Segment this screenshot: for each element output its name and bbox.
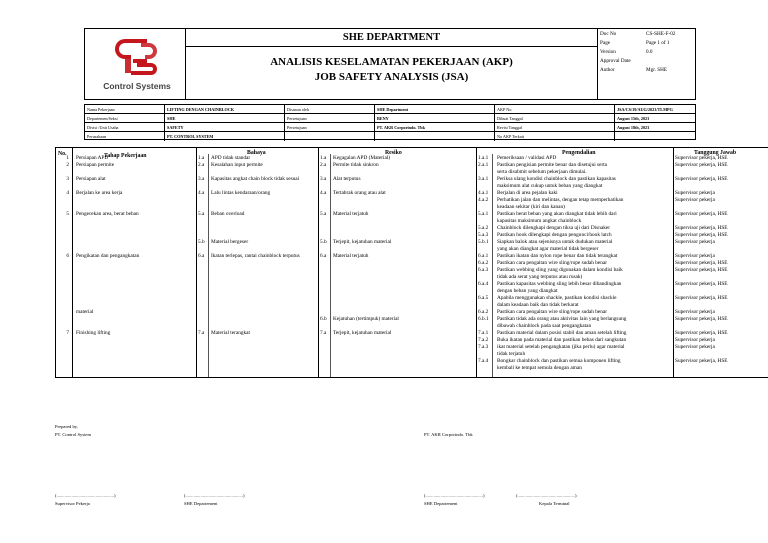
cell-p: serta disubmit sebelum pekerjaan dimulai. [497,169,587,175]
company-logo [85,29,186,99]
doc-info-key: Author [600,67,615,73]
doc-info-row [600,39,698,48]
cell-r: Tertabrak orang atau alat [333,190,386,196]
cell-p: dengan beban yang diangkat [497,288,558,294]
meta-cell: August 15th, 2023 [617,116,650,121]
cell-rc: 3.a [320,176,327,182]
cell-p: Siapkan balok atau sejenisnya untuk dudukan material [497,239,613,245]
code-column-divider [492,154,493,377]
cell-p: Pastikan webbing sling yang digunakan dalam kondisi baik [497,267,623,273]
table-border [196,147,197,377]
title-line-2: JOB SAFETY ANALYSIS (JSA) [314,71,469,83]
col-resiko-header: Resiko [385,150,402,156]
cell-p: kembali ke tempat semula dengan aman [497,365,582,371]
cell-pc: 7.a.2 [478,337,489,343]
signature-role: SHE Departement [184,501,218,506]
col-bahaya-header: Bahaya [247,150,266,156]
cell-bc: 5.b [198,239,205,245]
cell-rc: 1.a [320,155,327,161]
cell-b: Kapasitas angkat chain block tidak sesuai [211,176,300,182]
doc-info-value: Page 1 of 1 [646,40,670,46]
meta-cell: AKP No. [495,105,615,114]
doc-info-value: Mgr. SHE [646,67,668,73]
cell-pc: 5.b.1 [478,239,489,245]
col-tanggung-header: Tanggung Jawab [694,150,737,156]
cell-pc: 7.a.3 [478,344,489,350]
cell-no: 4 [66,190,69,196]
cell-no: 6 [66,253,69,259]
meta-row [85,132,695,141]
cell-p: ikat material setelah pengangkatan (jika perlu) agar material [497,344,625,350]
cell-r: Permite tidak sinkron [333,162,379,168]
doc-info-row [600,30,698,39]
doc-info-value: 0.0 [646,49,653,55]
cell-b: Material bergeser [211,239,249,245]
prepared-by: Prepared by, [55,424,78,429]
cell-t: Supervisor pekerja, HSE [675,225,728,231]
cell-t: Supervisor pekerja, HSE [675,155,728,161]
signature-line: (..................................................) [55,493,116,498]
table-border [476,147,477,377]
cell-p: maksimum alat cukup untuk beban yang diangkat [497,183,603,189]
cell-t: Supervisor pekerja, HSE [675,330,728,336]
meta-cell: Persetujuan [285,114,375,123]
meta-cell: Revisi Tanggal [495,123,615,132]
title-line-1: ANALISIS KESELAMATAN PEKERJAAN (AKP) [270,56,513,68]
meta-cell: Disusun oleh [285,105,375,114]
cell-p: Pemeriksaan / validasi APD [497,155,557,161]
meta-row [85,114,695,123]
signature-line: (..................................................) [184,493,245,498]
document-info [598,29,698,99]
meta-cell [285,132,375,141]
cell-r: Material terjatuh [333,211,369,217]
signature-role: Supervisor Pekerja [55,501,90,506]
cell-t: Supervisor pekerja, HSE [675,281,728,287]
cell-pc: 7.a.4 [478,358,489,364]
cell-pc: 3.a.1 [478,176,489,182]
cell-p: yang akan diangkat agar material tidak bergeser [497,246,599,252]
cell-tahap: Berjalan ke area kerja [76,190,123,196]
meta-cell [375,132,495,141]
meta-cell: Perusahaan [85,132,165,141]
code-column-divider [208,154,209,377]
cell-pc: 5.a.1 [478,211,489,217]
cell-tahap: Pengikatan dan pengangkatan [76,253,140,259]
meta-cell: SHE [165,114,285,123]
cell-p: Pastikan ikatan dan nylon rope benar dan tidak terangkat [497,253,618,259]
cell-rc: 6.b [320,316,327,322]
cell-pc: 6.a.1 [478,253,489,259]
meta-cell: August 18th, 2023 [617,125,650,130]
cell-t: Supervisor pekerja, HSE [675,260,728,266]
cell-t: Supervisor pekerja, HSE [675,295,728,301]
cell-p: Buka ikatan pada material dan pastikan bebas dari sangkutan [497,337,627,343]
cell-rc: 5.b [320,239,327,245]
doc-info-key: Doc No [600,31,617,37]
cell-b: Beban overload [211,211,245,217]
meta-cell: BENY [375,114,495,123]
cell-tahap: Persiapan alat [76,176,106,182]
cell-pc: 5.a.2 [478,225,489,231]
doc-info-row [600,66,698,75]
meta-cell: PT. CONTROL SYSTEM [165,132,285,141]
department-title: SHE DEPARTMENT [186,29,597,47]
signature-role: Kepala Terminal [539,501,570,506]
cell-pc: 6.a.2 [478,260,489,266]
cell-p: Bongkar chainblock dan pastikan semua komponen lifting [497,358,621,364]
cell-pc: 2.a.1 [478,162,489,168]
cell-pc: 6.a.3 [478,267,489,273]
cell-pc: 6.a.4 [478,281,489,287]
cell-b: APD tidak standar [211,155,251,161]
document-title [186,55,597,85]
cell-t: Supervisor pekerja [675,239,715,245]
cell-p: dibawah chainblock pada saat pengangkatan [497,323,592,329]
company-right: PT. AKR Corporindo. Tbk [424,432,473,437]
cell-p: Pastikan cara pengaitan wire sling/rope sudah benar [497,309,608,315]
meta-cell: Divisi /Unit Usaha [85,123,165,132]
cell-rc: 4.a [320,190,327,196]
cell-bc: 5.a [198,211,205,217]
cell-p: Berjalan di area pejalan kaki [497,190,558,196]
cell-pc: 5.a.3 [478,232,489,238]
cell-tahap: Persiapan APD [76,155,109,161]
cell-r: Terjepit, kejatuhan material [333,330,392,336]
cell-tahap: Pengecekan area, berat beban [76,211,139,217]
cell-no: 5 [66,211,69,217]
cell-p: tidak ada serat yang terputus atau rusak) [497,274,583,280]
cell-bc: 6.a [198,253,205,259]
cell-bc: 1.a [198,155,205,161]
doc-info-key: Approval Date [600,58,631,64]
cell-p: Pastikan tidak ada orang atau aktivitas lain yang berlangsung [497,316,627,322]
meta-cell: SHE Department [375,105,495,114]
cell-t: Supervisor pekerja, HSE [675,316,728,322]
col-pengendalian-header: Pengendalian [562,150,596,156]
logo-text: Control Systems [103,81,171,91]
meta-cell: Persetujuan [285,123,375,132]
meta-cell: PT. AKR Corporindo. Tbk [375,123,495,132]
signature-line: (..................................................) [516,493,577,498]
cell-t: Supervisor pekerja, HSE [675,232,728,238]
cell-no: 1 [66,155,69,161]
cell-p: keadaan sekitar (kiri dan kanan) [497,204,565,210]
table-border [72,147,73,377]
cell-t: Supervisor pekerja, HSE [675,176,728,182]
doc-info-row [600,57,698,66]
meta-cell: JSA/CS/19/AUG/2023/TLMPG [617,107,673,112]
doc-info-value: CS-SHE-F-02 [646,31,676,37]
cell-no: 2 [66,162,69,168]
cell-pc: 1.a.1 [478,155,489,161]
cell-r: Kegagalan APD (Material) [333,155,391,161]
cell-rc: 2.a [320,162,327,168]
cell-rc: 6.a [320,253,327,259]
cell-p: Pastikan material dalam posisi stabil dan aman setelah lifting [497,330,627,336]
col-tahap-header: Tahap Pekerjaan [104,153,147,159]
cell-pc: 4.a.2 [478,197,489,203]
doc-info-key: Version [600,49,616,55]
cell-p: Perhatikan jalan dan melintas, dengan tetap memperhatikan [497,197,624,203]
job-meta-table [84,104,696,140]
table-border [318,147,319,377]
cell-bc: 2.a [198,162,205,168]
doc-info-key: Page [600,40,611,46]
cell-r: Kejatuhan (tertimpuk) material [333,316,399,322]
meta-cell: No AKP Terkait [495,132,615,141]
cell-tahap: Persiapan permite [76,162,115,168]
cell-p: kapasitas maksimum angkat chainblock [497,218,582,224]
cell-t: Supervisor pekerja [675,309,715,315]
cell-no: 3 [66,176,69,182]
cell-t: Supervisor pekerja [675,337,715,343]
meta-cell: Dibuat Tanggal [495,114,615,123]
cell-r: Material terjatuh [333,253,369,259]
doc-info-value [646,57,698,66]
meta-cell [615,132,697,141]
cell-pc: 6.a.2 [478,309,489,315]
cell-p: Pastikan pengisian permite benar dan disetujui serta [497,162,608,168]
cell-bc: 7.a [198,330,205,336]
doc-info-row [600,48,698,57]
company-left: PT. Control System [55,432,92,437]
cell-t: Supervisor pekerja [675,197,715,203]
cell-t: Supervisor pekerja [675,190,715,196]
cell-p: tidak terjatuh [497,351,526,357]
meta-row [85,105,695,114]
col-no-header: No. [58,151,67,157]
title-block [186,29,598,99]
cell-p: Periksa ulang kondisi chainblock dan pastikan kapasitas [497,176,616,182]
cell-p: Chainblock dilengkapi dengan tiksa uji dari Disnaker [497,225,610,231]
cell-bc: 4.a [198,190,205,196]
cell-tahap: Finishing lifting [76,330,111,336]
table-top-border [55,147,768,148]
cell-no: 7 [66,330,69,336]
cell-p: dalam keadaan baik dan tidak berkarat [497,302,579,308]
cell-r: Terjepit, kejatuhan material [333,239,392,245]
cell-t: Supervisor pekerja, HSE [675,162,728,168]
table-border [673,147,674,377]
cell-p: Apabila menggunakan shackle, pastikan kondisi shackle [497,295,617,301]
cell-p: Pastikan hook dilengkapi dengan pengunci/hook latch [497,232,612,238]
cell-t: Supervisor pekerja [675,344,715,350]
cell-pc: 6.a.5 [478,295,489,301]
meta-cell: Nama Pekerjaan [85,105,165,114]
cell-b: Ikatan terlepas, rantai chainblock terputus [211,253,300,259]
cell-b: Material terangkat [211,330,250,336]
cell-rc: 5.a [320,211,327,217]
code-column-divider [330,154,331,377]
table-bottom-border [55,377,768,378]
cell-bc: 3.a [198,176,205,182]
cell-t: Supervisor pekerja, HSE [675,358,728,364]
cell-rc: 7.a [320,330,327,336]
cell-b: Lalu lintas kendaraan/orang [211,190,271,196]
cell-pc: 7.a.1 [478,330,489,336]
document-header [84,28,696,100]
signature-role: SHE Departement [424,501,458,506]
meta-cell: LIFTING DENGAN CHAINBLOCK [165,105,285,114]
meta-cell: Departemen/Seksi [85,114,165,123]
cell-tahap: material [76,309,94,315]
cell-p: Pastikan berat beban yang akan diangkat tidak lebih dari [497,211,617,217]
cell-t: Supervisor pekerja [675,253,715,259]
cell-pc: 4.a.1 [478,190,489,196]
cell-p: Pastikan cara pengaitan wire sling/rope sudah benar [497,260,608,266]
cell-p: Pastikan kapasitas webbing sling lebih besar dibandingkan [497,281,622,287]
signature-line: (..................................................) [424,493,485,498]
cell-b: Kesalahan input permite [211,162,263,168]
meta-cell: SAFETY [165,123,285,132]
cell-t: Supervisor pekerja, HSE [675,267,728,273]
cell-pc: 6.b.1 [478,316,489,322]
meta-row [85,123,695,132]
cell-r: Alat terputus [333,176,361,182]
cell-t: Supervisor pekerja, HSE [675,211,728,217]
